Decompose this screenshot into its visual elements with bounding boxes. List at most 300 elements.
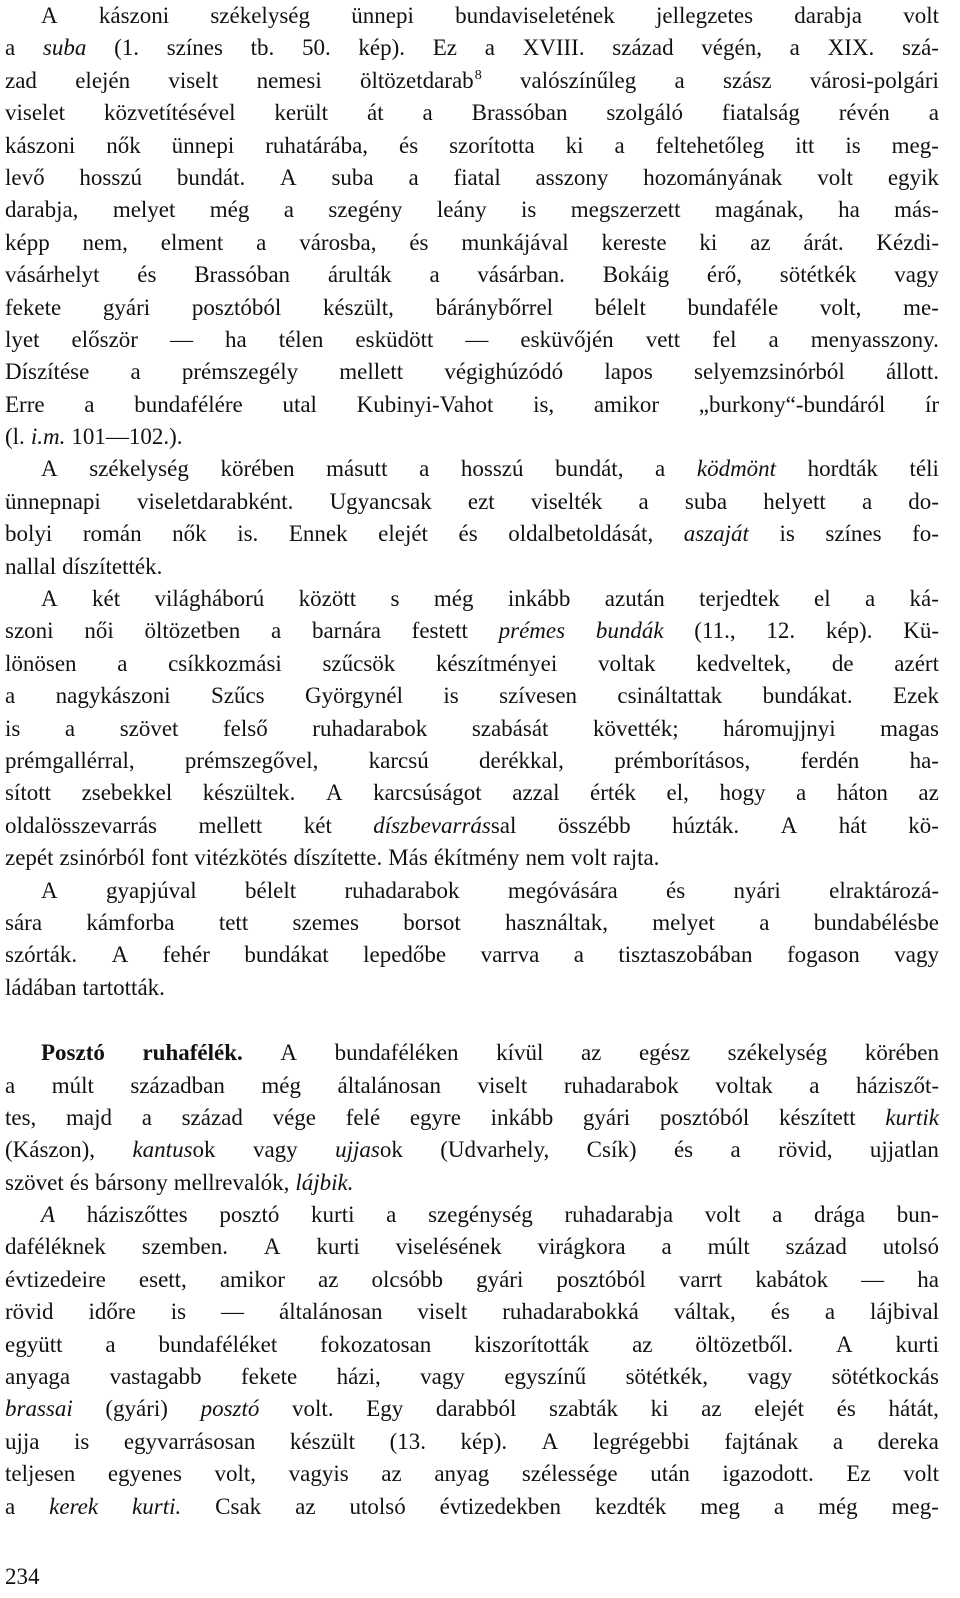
word-text: szabását xyxy=(471,715,549,741)
word xyxy=(697,453,776,485)
word-text: öltözetből. xyxy=(695,1331,794,1357)
word-text: darabból xyxy=(435,1396,517,1422)
word xyxy=(443,680,458,712)
word xyxy=(605,583,665,615)
word-text: fel xyxy=(712,326,737,352)
word-text: fo- xyxy=(912,521,939,547)
word xyxy=(79,162,142,194)
italic-term: prémes xyxy=(498,618,566,644)
word xyxy=(87,1199,188,1231)
word xyxy=(139,1264,187,1296)
word xyxy=(888,162,939,194)
word xyxy=(279,1296,382,1328)
word xyxy=(328,194,402,226)
word-text: nők xyxy=(106,132,141,158)
word-suffix: ok xyxy=(192,1137,216,1163)
word-text: szívesen xyxy=(499,683,578,709)
word xyxy=(349,1491,405,1523)
word xyxy=(458,518,477,550)
word xyxy=(168,648,282,680)
text-line xyxy=(5,227,939,259)
word xyxy=(312,615,381,647)
word-text: készítményei xyxy=(435,650,558,676)
word xyxy=(902,32,939,64)
word-text: volt, xyxy=(819,294,862,320)
word xyxy=(5,1167,64,1199)
word xyxy=(779,1102,856,1134)
word-text: viselt xyxy=(168,67,219,93)
word-text: posztóból xyxy=(659,1104,750,1130)
word-text: meg- xyxy=(891,1493,939,1519)
word-text: a xyxy=(773,1493,785,1519)
word-text: múlt xyxy=(707,1234,750,1260)
word-text: ujja xyxy=(5,1428,40,1454)
word-text: utal xyxy=(282,391,317,417)
word xyxy=(251,32,275,64)
word xyxy=(295,1491,315,1523)
word xyxy=(699,583,779,615)
word xyxy=(304,810,332,842)
word-text: volt, xyxy=(214,1461,257,1487)
word-text: bundákat xyxy=(244,942,329,968)
word xyxy=(219,1199,279,1231)
word xyxy=(542,1426,559,1458)
word xyxy=(423,97,433,129)
word xyxy=(5,259,100,291)
word xyxy=(219,907,248,939)
text-line xyxy=(5,0,939,32)
word xyxy=(525,842,565,874)
word-text: vásárhelyt xyxy=(5,262,100,288)
word-text: majd xyxy=(66,1104,112,1130)
word xyxy=(722,1458,813,1490)
word xyxy=(41,875,58,907)
word xyxy=(170,324,193,356)
word xyxy=(699,227,717,259)
word-text: ruhadarabok xyxy=(312,715,428,741)
word xyxy=(772,1199,782,1231)
word-text: leány xyxy=(436,197,487,223)
word xyxy=(440,1134,549,1166)
word-text: a xyxy=(271,618,282,644)
word xyxy=(5,972,77,1004)
word-text: egyre xyxy=(409,1104,461,1130)
word xyxy=(893,680,939,712)
word xyxy=(766,615,795,647)
text-line xyxy=(5,972,939,1004)
word-text: inkább xyxy=(490,1104,554,1130)
word xyxy=(571,842,607,874)
word xyxy=(5,97,65,129)
word-text: szá- xyxy=(901,35,939,61)
text-line xyxy=(5,1037,939,1069)
word xyxy=(5,939,77,971)
word xyxy=(113,194,176,226)
word-text: de xyxy=(831,650,854,676)
word xyxy=(174,1167,290,1199)
word xyxy=(264,1231,281,1263)
word xyxy=(273,1102,316,1134)
word xyxy=(556,1264,645,1296)
word-text: között xyxy=(298,586,357,612)
word xyxy=(5,1329,63,1361)
word xyxy=(311,1199,354,1231)
word-text: ruhadarabja xyxy=(564,1202,674,1228)
word xyxy=(436,1393,516,1425)
word-text: után xyxy=(650,1461,690,1487)
word xyxy=(674,1134,693,1166)
word xyxy=(787,939,860,971)
word xyxy=(388,842,428,874)
word-text: felé xyxy=(345,1104,381,1130)
word xyxy=(326,453,387,485)
word-text: bundaféléket xyxy=(158,1331,278,1357)
word-text: másutt xyxy=(326,456,388,482)
word xyxy=(771,1296,790,1328)
word-text: karcsúságot xyxy=(373,780,482,806)
word xyxy=(5,324,40,356)
word xyxy=(159,1329,278,1361)
word xyxy=(912,518,939,550)
word xyxy=(583,1102,630,1134)
word-text: fiatalság xyxy=(721,100,800,126)
text-line xyxy=(5,713,939,745)
word xyxy=(763,680,853,712)
word-text: állott. xyxy=(885,359,939,385)
word xyxy=(106,875,197,907)
text-line xyxy=(5,162,939,194)
word xyxy=(817,162,853,194)
word xyxy=(198,810,262,842)
word xyxy=(357,389,494,421)
word xyxy=(355,324,433,356)
word xyxy=(373,810,516,842)
word xyxy=(41,1037,105,1069)
paragraph xyxy=(5,1037,939,1199)
word xyxy=(274,97,328,129)
word xyxy=(606,97,683,129)
text-line xyxy=(5,875,939,907)
word xyxy=(338,1070,441,1102)
word xyxy=(571,194,681,226)
word xyxy=(643,162,782,194)
word-text: bundafélére xyxy=(134,391,243,417)
word-text: (Kászon), xyxy=(5,1137,96,1163)
word xyxy=(477,1070,527,1102)
word-text: a xyxy=(655,456,666,482)
word-text: Ezek xyxy=(893,683,939,709)
word-text: szoni xyxy=(5,618,54,644)
text-line xyxy=(5,65,939,97)
word xyxy=(89,1296,136,1328)
word xyxy=(595,1491,667,1523)
word xyxy=(112,939,129,971)
text-line xyxy=(5,842,939,874)
word xyxy=(371,1264,443,1296)
word-text: kép). xyxy=(358,35,406,61)
word xyxy=(369,745,429,777)
word xyxy=(5,32,15,64)
word-text: 12. xyxy=(766,618,796,644)
italic-term: lájbik. xyxy=(295,1169,354,1195)
word xyxy=(177,162,245,194)
word xyxy=(83,518,142,550)
word-text: nemesi xyxy=(256,67,322,93)
word xyxy=(455,0,615,32)
word-text: ki xyxy=(650,1396,669,1422)
word-text: a xyxy=(141,1104,152,1130)
word-text: szegény xyxy=(328,197,403,223)
word xyxy=(449,130,535,162)
word xyxy=(778,1134,832,1166)
word-text: révén xyxy=(838,100,890,126)
word xyxy=(225,324,247,356)
word-text: még xyxy=(261,1072,301,1098)
word xyxy=(888,1393,938,1425)
word-text: melyet xyxy=(112,197,176,223)
word xyxy=(391,583,400,615)
word-text: bolyi xyxy=(5,521,53,547)
word-text: (1. xyxy=(114,35,139,61)
word xyxy=(728,1037,828,1069)
word-text: valószínűleg xyxy=(519,67,637,93)
word xyxy=(5,194,78,226)
word xyxy=(5,421,25,453)
word-text: ruhadarabok xyxy=(563,1072,679,1098)
text-line xyxy=(5,486,939,518)
word xyxy=(839,97,890,129)
word-text: a xyxy=(429,262,440,288)
word-text: bundákat. xyxy=(762,683,853,709)
word xyxy=(335,1134,403,1166)
word xyxy=(712,324,736,356)
word-text: az xyxy=(918,780,939,806)
word-suffix: ok xyxy=(379,1137,403,1163)
word xyxy=(5,810,157,842)
word xyxy=(564,1199,673,1231)
word-text: viselt xyxy=(417,1299,468,1325)
word-text: városi-polgári xyxy=(809,67,939,93)
word xyxy=(271,615,281,647)
word xyxy=(917,1264,939,1296)
word-text: Ez xyxy=(846,1461,871,1487)
word-text: bundabélésbe xyxy=(813,909,939,935)
word xyxy=(885,1102,939,1134)
word-text: zsinórból xyxy=(59,845,146,871)
word xyxy=(41,453,58,485)
word-text: borsot xyxy=(403,909,461,935)
word xyxy=(137,486,293,518)
word xyxy=(837,777,888,809)
word-text: székelység xyxy=(727,1040,828,1066)
word-text: esett, xyxy=(138,1266,187,1292)
word xyxy=(172,130,235,162)
word-text: A xyxy=(780,812,798,838)
word xyxy=(253,1134,298,1166)
word xyxy=(62,551,162,583)
word xyxy=(910,583,939,615)
word xyxy=(412,615,468,647)
italic-term: kerek xyxy=(49,1493,99,1519)
word-text: egész xyxy=(638,1040,691,1066)
word-text: az xyxy=(381,1461,402,1487)
word xyxy=(346,1102,380,1134)
word-text: tb. xyxy=(250,35,275,61)
word xyxy=(870,1296,939,1328)
word xyxy=(708,1231,750,1263)
word xyxy=(182,1102,243,1134)
word xyxy=(70,1167,89,1199)
paragraph xyxy=(5,875,939,1005)
word-text: lapos xyxy=(604,359,653,385)
word-text: érő, xyxy=(706,262,743,288)
word-text: do- xyxy=(908,488,939,514)
word xyxy=(144,615,240,647)
word-text: Ez xyxy=(432,35,458,61)
word-text: posztóból xyxy=(556,1266,646,1292)
word-text: szemben. xyxy=(141,1234,228,1260)
word xyxy=(508,518,653,550)
word xyxy=(167,32,223,64)
text-line xyxy=(5,1070,939,1102)
word-text: tisztaszobában xyxy=(618,942,753,968)
word-text: színes xyxy=(825,521,882,547)
word xyxy=(723,65,772,97)
word-text: sötétkék, xyxy=(625,1364,708,1390)
word-text: volt xyxy=(903,1461,939,1487)
word-text: el xyxy=(813,586,831,612)
word xyxy=(31,421,66,453)
word-text: téli xyxy=(909,456,939,482)
word xyxy=(72,324,138,356)
word xyxy=(639,1037,690,1069)
word-text: díszítették. xyxy=(62,553,163,579)
word-text: meg xyxy=(700,1493,740,1519)
word-text: Kézdi- xyxy=(876,229,939,255)
word xyxy=(598,648,656,680)
word-text: fehér xyxy=(162,942,210,968)
word-text: ünnepi xyxy=(351,3,414,28)
word-text: 101—102.). xyxy=(71,424,183,450)
word-text: — xyxy=(221,1299,245,1325)
word xyxy=(132,1134,215,1166)
word-text: azzal xyxy=(512,780,560,806)
text-line xyxy=(5,1134,939,1166)
word xyxy=(903,0,939,32)
word-text: azért xyxy=(894,650,939,676)
word-text: a xyxy=(864,586,876,612)
word xyxy=(593,713,679,745)
word-text: magának, xyxy=(714,197,804,223)
word xyxy=(5,745,135,777)
word-text: fekete xyxy=(241,1364,298,1390)
word xyxy=(719,777,765,809)
word xyxy=(237,518,258,550)
word-text: bundaféléken xyxy=(334,1040,459,1066)
word xyxy=(434,1458,489,1490)
word xyxy=(280,1037,297,1069)
word xyxy=(124,1426,256,1458)
word-text: egyszínű xyxy=(504,1364,587,1390)
word xyxy=(194,259,290,291)
word xyxy=(453,162,500,194)
text-line xyxy=(5,32,939,64)
word-text: vagyis xyxy=(288,1461,349,1487)
word xyxy=(323,292,394,324)
word-text: (11., xyxy=(694,618,736,644)
word-text: székelység xyxy=(89,456,189,482)
word-text: kívül xyxy=(496,1040,544,1066)
word xyxy=(655,453,665,485)
word-text: 50. xyxy=(301,35,331,61)
word-text: román xyxy=(82,521,142,547)
word xyxy=(367,97,384,129)
word-text: itt xyxy=(795,132,815,158)
word xyxy=(114,32,139,64)
word xyxy=(508,875,618,907)
word-text: s xyxy=(390,586,400,612)
word-text: még xyxy=(209,197,250,223)
word xyxy=(295,1167,353,1199)
word-text: két xyxy=(91,586,121,612)
word-text: viselt xyxy=(477,1072,528,1098)
word xyxy=(436,292,554,324)
word xyxy=(814,1199,865,1231)
word xyxy=(520,65,636,97)
word xyxy=(241,1361,297,1393)
word xyxy=(142,1102,152,1134)
word-text: amikor xyxy=(219,1266,285,1292)
word-text: XIX. xyxy=(827,35,875,61)
word-text: virágkora xyxy=(537,1234,626,1260)
word-text: — xyxy=(861,1266,885,1292)
word-text: városba, xyxy=(299,229,377,255)
word-text: daféléknek xyxy=(5,1234,106,1260)
word xyxy=(695,1329,793,1361)
word xyxy=(104,97,236,129)
word-text: gyári xyxy=(102,294,151,320)
word xyxy=(688,292,779,324)
word-text: anyaga xyxy=(5,1364,71,1390)
word xyxy=(434,842,520,874)
word xyxy=(108,1458,182,1490)
word-text: oldalbetoldását, xyxy=(508,521,654,547)
word xyxy=(826,615,873,647)
word xyxy=(715,1070,773,1102)
word xyxy=(75,65,130,97)
word-text: körében xyxy=(864,1040,939,1066)
word xyxy=(504,1361,586,1393)
word-text: rövid, xyxy=(778,1137,833,1163)
word xyxy=(390,1426,426,1458)
word xyxy=(117,648,127,680)
word-text: kabátok xyxy=(755,1266,829,1292)
word-text: gyapjúval xyxy=(105,877,197,903)
word-text: posztóból xyxy=(191,294,282,320)
word xyxy=(814,907,939,939)
bold-heading: ruhafélék. xyxy=(142,1040,243,1066)
word-text: szegénység xyxy=(428,1202,533,1228)
word-text: a xyxy=(5,1493,16,1519)
word xyxy=(299,227,376,259)
italic-term: kurtik xyxy=(885,1104,939,1130)
word-text: mellrevalók, xyxy=(173,1169,290,1195)
word-text: ha xyxy=(838,197,860,223)
word xyxy=(715,194,804,226)
word xyxy=(613,842,660,874)
word xyxy=(433,32,457,64)
word xyxy=(215,1458,257,1490)
